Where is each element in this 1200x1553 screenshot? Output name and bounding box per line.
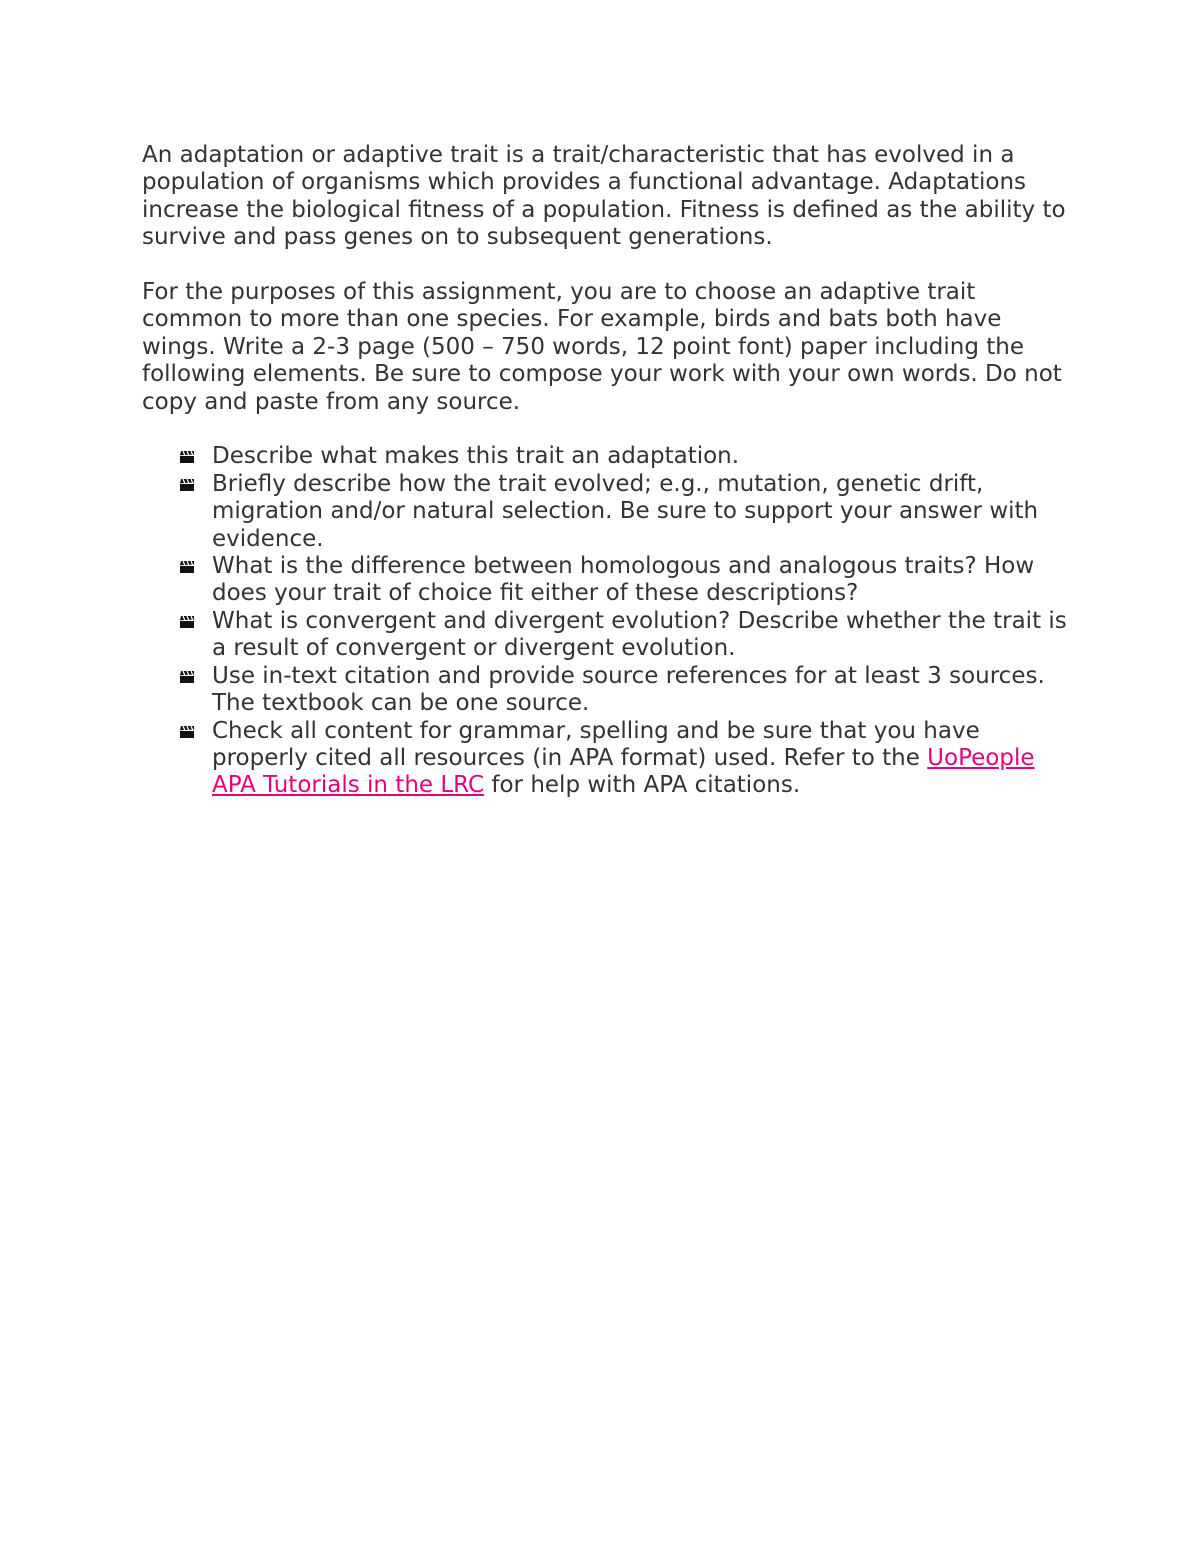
clapperboard-icon	[179, 725, 195, 739]
list-item-text-before: Check all content for grammar, spelling and be sure that you have properly cited all resources (in APA format) used. Refer to the	[212, 717, 980, 771]
list-item-text-after: for help with APA citations.	[484, 772, 801, 799]
list-item-text: Briefly describe how the trait evolved; e.g., mutation, genetic drift, migration and/or natural selection. Be sure to support your answer with evidence.	[212, 470, 1039, 552]
list-item-text: What is convergent and divergent evolution? Describe whether the trait is a result of convergent or divergent evolution.	[212, 607, 1067, 662]
intro-paragraph: An adaptation or adaptive trait is a trait/characteristic that has evolved in a population of organisms which provides a functional advantage. Adaptations increase the biological fitness of a population. Fitness is defined as the ability to survive and pass genes on to subsequent generations.	[142, 142, 1066, 251]
requirements-list	[142, 443, 1072, 799]
document-page	[142, 142, 1072, 800]
list-item	[212, 718, 1072, 800]
list-item-text: Use in-text citation and provide source references for at least 3 sources. The textbook can be one source.	[212, 662, 1045, 717]
clapperboard-icon	[179, 615, 195, 629]
clapperboard-icon	[179, 560, 195, 574]
list-item	[212, 663, 1072, 718]
list-item	[212, 553, 1072, 608]
list-item	[212, 443, 1072, 470]
list-item-text: What is the difference between homologous and analogous traits? How does your trait of choice fit either of these descriptions?	[212, 553, 1035, 607]
clapperboard-icon	[179, 450, 195, 464]
clapperboard-icon	[179, 670, 195, 684]
apa-tutorials-link[interactable]: UoPeople APA Tutorials in the LRC	[212, 744, 1035, 799]
list-item	[212, 608, 1072, 663]
list-item-text: Describe what makes this trait an adaptation.	[212, 443, 740, 470]
list-item	[212, 471, 1072, 553]
assignment-paragraph: For the purposes of this assignment, you are to choose an adaptive trait common to more than one species. For example, birds and bats both have wings. Write a 2-3 page (500 – 750 words, 12 point font) paper including the following elements. Be sure to compose your work with your own words. Do not copy and paste from any source.	[142, 279, 1062, 415]
clapperboard-icon	[179, 478, 195, 492]
